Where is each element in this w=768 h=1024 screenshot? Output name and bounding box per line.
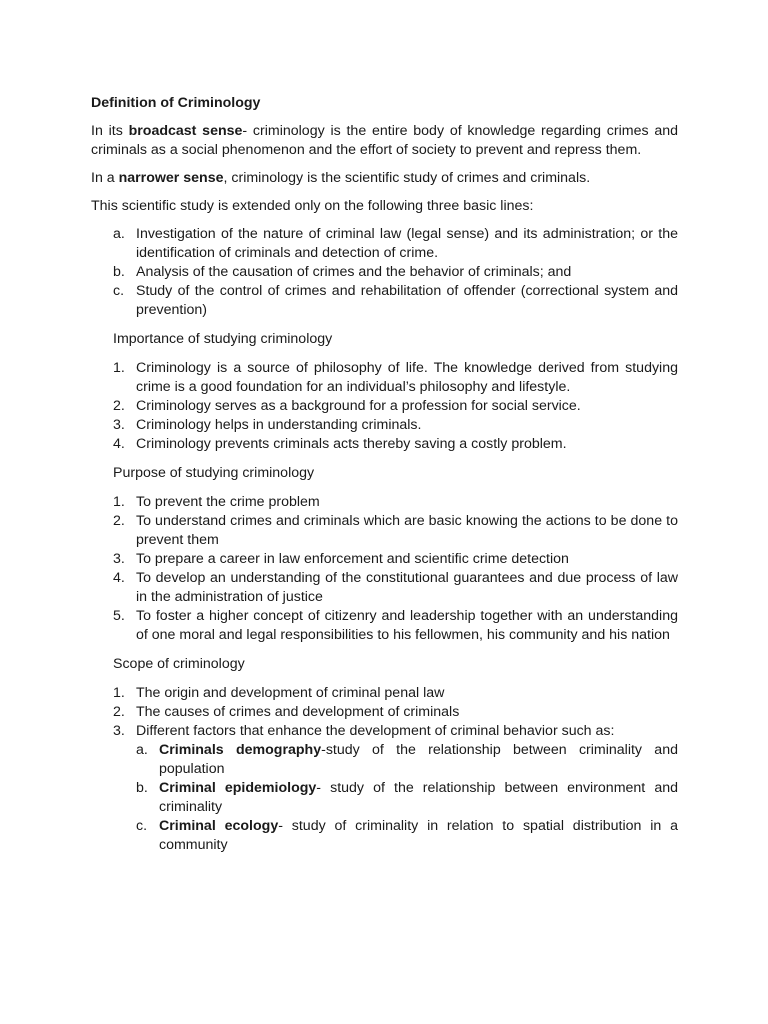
list-item-text: -study of the relationship between criminality and population <box>159 742 678 777</box>
list-marker: 2. <box>113 398 125 414</box>
list-item <box>91 569 678 607</box>
list-item-text: To develop an understanding of the constitutional guarantees and due process of law in the administration of justice <box>136 570 678 605</box>
bold-term: Criminal epidemiology <box>159 780 317 796</box>
list-marker: 4. <box>113 436 125 452</box>
importance-list <box>91 359 678 454</box>
list-marker: b. <box>136 780 148 796</box>
list-item-text: Study of the control of crimes and rehabilitation of offender (correctional system and prevention) <box>136 283 678 318</box>
list-item-text: Criminology serves as a background for a profession for social service. <box>136 398 581 414</box>
list-item-text: To prevent the crime problem <box>136 494 320 510</box>
paragraph-narrow-sense <box>91 169 678 188</box>
scope-sublist <box>136 741 678 855</box>
list-item-text: Criminology prevents criminals acts thereby saving a costly problem. <box>136 436 567 452</box>
list-marker: a. <box>113 226 125 242</box>
list-marker: a. <box>136 742 148 758</box>
list-item <box>91 607 678 645</box>
list-item <box>91 493 678 512</box>
list-item <box>91 359 678 397</box>
purpose-list <box>91 493 678 645</box>
list-item-text: Investigation of the nature of criminal law (legal sense) and its administration; or the identification of criminals and detection of crime. <box>136 226 678 261</box>
list-item-text: Criminology is a source of philosophy of life. The knowledge derived from studying crime is a good foundation for an individual’s philosophy and lifestyle. <box>136 360 678 395</box>
list-marker: b. <box>113 264 125 280</box>
list-marker: 3. <box>113 723 125 739</box>
list-item-text: To prepare a career in law enforcement and scientific crime detection <box>136 551 569 567</box>
list-item-text: Different factors that enhance the development of criminal behavior such as: <box>136 723 615 739</box>
list-item <box>91 550 678 569</box>
list-marker: 2. <box>113 704 125 720</box>
text-run: - criminology is the entire body of knowledge regarding crimes and criminals as a social phenomenon and the effort of society to prevent and repress them. <box>91 123 679 158</box>
list-marker: 1. <box>113 360 125 376</box>
list-marker: 3. <box>113 417 125 433</box>
list-marker: 3. <box>113 551 125 567</box>
list-item <box>91 263 678 282</box>
list-marker: 1. <box>113 494 125 510</box>
list-item-text: The origin and development of criminal penal law <box>136 685 445 701</box>
text-run: , criminology is the scientific study of crimes and criminals. <box>223 170 591 186</box>
list-item <box>91 282 678 320</box>
bold-term: Criminals demography <box>159 742 322 758</box>
list-item-text: - study of the relationship between environment and criminality <box>159 780 678 815</box>
bold-term: Criminal ecology <box>159 818 279 834</box>
bold-term: narrower sense <box>118 170 224 186</box>
sublist-item <box>136 817 678 855</box>
list-item <box>91 416 678 435</box>
list-item <box>91 435 678 454</box>
list-item <box>91 703 678 722</box>
document-title: Definition of Criminology <box>91 95 261 111</box>
list-item-text: The causes of crimes and development of criminals <box>136 704 460 720</box>
list-marker: c. <box>136 818 148 834</box>
bold-term: broadcast sense <box>128 123 243 139</box>
list-item <box>91 512 678 550</box>
list-marker: 4. <box>113 570 125 586</box>
section-heading-importance: Importance of studying criminology <box>113 331 333 347</box>
list-item <box>91 397 678 416</box>
list-item <box>91 722 678 855</box>
list-marker: c. <box>113 283 125 299</box>
list-item-text: - study of criminality in relation to spatial distribution in a community <box>159 818 679 853</box>
list-marker: 5. <box>113 608 125 624</box>
list-item-text: Criminology helps in understanding criminals. <box>136 417 422 433</box>
list-item-text: To foster a higher concept of citizenry and leadership together with an understanding of one moral and legal responsibilities to his fellowmen, his community and his nation <box>136 608 678 643</box>
section-heading-scope: Scope of criminology <box>113 656 245 672</box>
paragraph-basic-lines: This scientific study is extended only on the following three basic lines: <box>91 198 534 214</box>
list-marker: 1. <box>113 685 125 701</box>
text-run: In a <box>91 170 119 186</box>
list-marker: 2. <box>113 513 125 529</box>
basic-lines-list <box>91 225 678 320</box>
list-item <box>91 225 678 263</box>
list-item-text: Analysis of the causation of crimes and the behavior of criminals; and <box>136 264 572 280</box>
section-heading-purpose: Purpose of studying criminology <box>113 465 315 481</box>
sublist-item <box>136 779 678 817</box>
list-item-text: To understand crimes and criminals which are basic knowing the actions to be done to prevent them <box>136 513 678 548</box>
list-item <box>91 684 678 703</box>
text-run: In its <box>91 123 129 139</box>
scope-list <box>91 684 678 855</box>
sublist-item <box>136 741 678 779</box>
paragraph-broad-sense <box>91 122 678 160</box>
